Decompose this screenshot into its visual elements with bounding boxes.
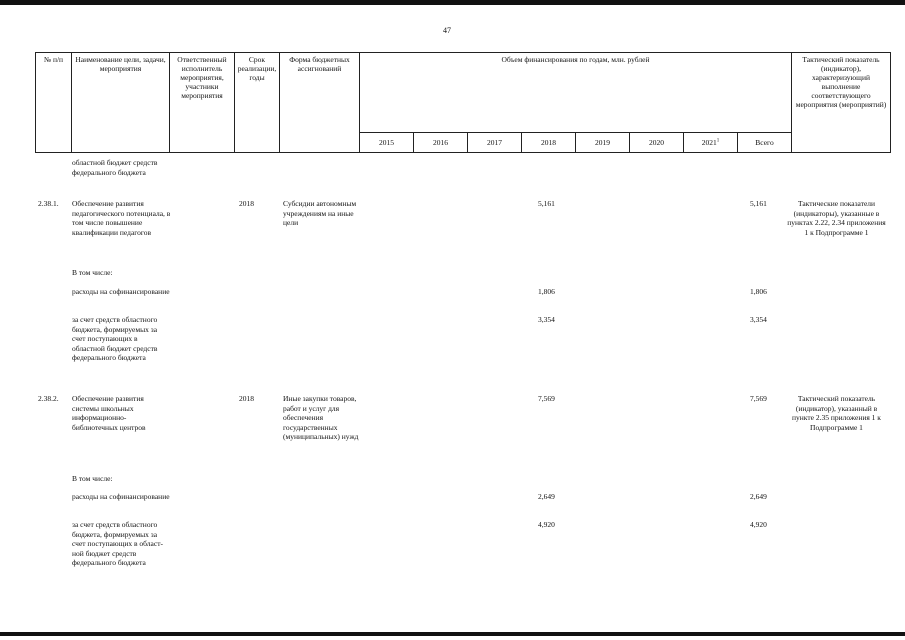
sub-row-value-2018: 4,920 [538,520,555,529]
row-term: 2018 [239,394,254,403]
row-num: 2.38.1. [38,199,59,208]
sub-row-value-total: 4,920 [750,520,767,529]
row-value-2018: 7,569 [538,394,555,403]
header-year: 2017 [468,133,522,153]
row-num: 2.38.2. [38,394,59,403]
row-value-total: 5,161 [750,199,767,208]
row-name: Обеспечение развития педагогического потенциала, в том числе повышение квалификации педагогов [72,199,171,237]
header-total: Всего [738,133,792,153]
header-volume: Объем финансирования по годам, млн. рублей [360,53,792,133]
footnote-mark: 1 [716,138,720,144]
sub-row-value-total: 2,649 [750,492,767,501]
row-form: Субсидии автономным учреждениям на иные цели [283,199,357,228]
header-year: 2016 [414,133,468,153]
row-form: Иные закупки товаров, работ и услуг для обеспечения государственных (муниципальных) нужд [283,394,359,442]
row-value-total: 7,569 [750,394,767,403]
sub-row-value-2018: 3,354 [538,315,555,324]
header-year: 2018 [522,133,576,153]
header-executor: Ответственный исполнитель мероприятия, участники мероприятия [170,53,235,153]
header-num: № п/п [36,53,72,153]
continuation-text: областной бюджет средств федерального бюджета [72,158,158,177]
header-name: Наименование цели, задачи, мероприятия [72,53,170,153]
header-year: 2015 [360,133,414,153]
header-term: Срок реализации, годы [235,53,280,153]
sub-row-name: за счет средств областного бюджета, формируемых за счет поступающих в областной бюджет средств федерального бюджета [72,315,158,363]
sub-row-name: расходы на софинансирование [72,287,170,296]
table-header [35,52,891,153]
row-indicator: Тактические показатели (индикаторы), указанные в пунктах 2.22, 2.34 приложения 1 к Подпрограмме 1 [787,199,886,237]
bottom-border [0,632,905,636]
sub-row-value-total: 3,354 [750,315,767,324]
page-number: 47 [443,26,451,35]
top-border [0,0,905,5]
header-year: 2019 [576,133,630,153]
sub-row-value-2018: 2,649 [538,492,555,501]
header-year: 2020 [630,133,684,153]
sub-row-name: расходы на софинансирование [72,492,170,501]
header-indicator: Тактический показатель (индикатор), характеризующий выполнение соответствующего мероприятия (мероприятий) [792,53,891,153]
including-label: В том числе: [72,474,113,483]
header-year-2021: 2021$^1$ [684,133,738,153]
header-form: Форма бюджетных ассигнований [280,53,360,153]
row-name: Обеспечение развития системы школьных информационно-библиотечных центров [72,394,146,432]
row-indicator: Тактический показатель (индикатор), указанный в пункте 2.35 приложения 1 к Подпрограмме 1 [792,394,881,432]
sub-row-value-2018: 1,806 [538,287,555,296]
including-label: В том числе: [72,268,113,277]
row-term: 2018 [239,199,254,208]
row-value-2018: 5,161 [538,199,555,208]
sub-row-name: за счет средств областного бюджета, формируемых за счет поступающих в област-ной бюджет средств федерального бюджета [72,520,163,568]
sub-row-value-total: 1,806 [750,287,767,296]
